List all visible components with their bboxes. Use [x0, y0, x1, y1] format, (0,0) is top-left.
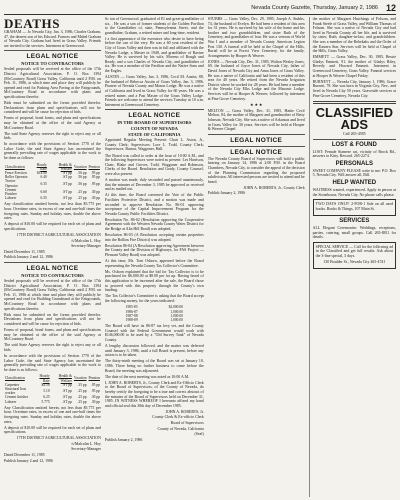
board-state: STATE OF CALIFORNIA: [128, 132, 181, 138]
board-sig-title-2: Board of Supervisors: [170, 420, 204, 425]
notice-1-dated: Dated December 11, 1985: [4, 249, 45, 254]
board-sig-title: County Clerk & Ex-officio Clerk: [152, 415, 204, 420]
table-cell: Cement Finisher: [5, 187, 17, 197]
notice-title-1: NOTICE TO CONTRACTORS: [21, 61, 84, 67]
table-cell: .95 pp: [90, 389, 100, 393]
legal-notice-3-sig: JOHN A. ROBERTS, Jr., County Clerk: [243, 185, 305, 190]
table-cell: .ST pp: [62, 389, 72, 393]
table-cell: .25 pp: [77, 395, 87, 400]
board-body-2: A motion was made, duly seconded and passed unanimously, that the minutes of December 3, 1985 be approved as received and as mailed out.: [104, 178, 204, 192]
service-box-text: SPECIAL SERVICE — Call for the following ad in the Classified and get full results. Ask about the 3-line special, 3 days.: [315, 244, 393, 258]
notice-1-sig-org: 17TH DISTRICT AGRICULTURAL ASSOCIATION: [16, 233, 101, 238]
table-cell: .ST pp: [62, 196, 72, 201]
boxed-ad-text: TWO DAYS ONLY! 2-FOR-1 Sale on all used books. Books & Things, 107 Main St.: [315, 202, 393, 211]
notice-2-sig-title: Secretary-Manager: [71, 447, 101, 452]
board-sig-county: County of Nevada, California: [157, 426, 204, 431]
classified-phone: Call 265-4585: [343, 132, 366, 137]
table-cell: .30 pp: [90, 399, 100, 404]
table-cell: .ST pp: [62, 171, 72, 176]
help-wanted-ad: WAITRESS wanted, experienced. Apply in person at the Stonehouse, Nevada City. No phone calls please.: [312, 188, 396, 197]
table-cell: .56 pp: [77, 181, 87, 186]
column-3: [208, 17, 305, 497]
wage-header: Pension: [88, 164, 100, 169]
deaths-text: GRAHAM — Jo Nevada City, Jan. 3, 1986, Charles Graham, 47, the dearest son of his Edward. Frances and Mabel Graham of Nevada City. Graham had lived in Grass Valley. Friends are invited to the services. Interment at Greenwood.: [4, 30, 101, 48]
table-cell: $4.58: [41, 382, 50, 387]
personals-ad: SWEET COMPANY PLEASE write to me: P.O. Box 5, Nevada City. Will answer all, Bill.: [312, 168, 396, 178]
table-cell: 1,000.00: [170, 309, 183, 314]
notice-1-published: Publish January 2 and 12, 1986: [4, 255, 53, 260]
board-body-6: Resolution 86-04 (A Resolution approving Agreement between the County and the Division of Highways, for FAS Project — Pleasant Valley Road) was adopted.: [104, 243, 204, 257]
notice-1-sig-name: /s/Malcolm L. Hoy: [71, 238, 101, 243]
obituary-emmett: EMMETT — Grass Valley, Dec. 30, 1985, Bessie Gladys Emmett, 91, the mother of Gladys Riley, Beverly and Howard Emmett. Interment in Greenwood Cemetery, Grass Valley. Funeral services at Hooper & Weaver Chapel Friday.: [312, 55, 396, 78]
deaths-text-continued: Sc ion of Greenwood, graduated of El and great-grandfather of six, . He was a son of former students of the Golden Pavilion to the Grandfather of, state, Pennsylvania Street, and the grandfather, Graham, a retired miner and long-time, resident.: [104, 17, 204, 35]
table-cell: 1986-87: [125, 309, 138, 314]
obituary-continued: the mother of Margaret Hutchings of Folsom, and Frank Steele of Grass Valley, and William Thomas of Folsom. She was a native of Nevada City and had lived in Nevada County all her life, and is survived by sister, Ruth, daughter-in-law, and grandchildren. She was a member of the Rebekahs and the Order of the Eastern Star. Services will be held at Chapel of the Hills, Grass Valley.: [312, 17, 396, 54]
table-cell: 1,000.00: [170, 317, 183, 322]
table-cell: .30 pp: [90, 189, 100, 194]
table-cell: .25 pp: [77, 189, 87, 194]
table-cell: 1987-88: [125, 313, 138, 318]
notice-1-sig-title: Secretary-Manager: [71, 244, 101, 249]
table-row: [4, 196, 101, 200]
table-cell: .56 pp: [77, 171, 87, 176]
table-cell: Carpenter: [5, 382, 20, 387]
column-4: [309, 17, 396, 497]
wage-header: Hourly Rate: [39, 374, 50, 383]
board-sig-name: JOHN A. ROBERTS, Jr.: [165, 409, 204, 414]
board-body-8: Ms. Osborn explained that the bid for Tax Collector is to be purchased for $6,000.00 at $8.00 per lot up. Having heard of this application to be increased after the sale, the Board chose to proceed with this property through the County's own funding.: [104, 269, 204, 293]
table-cell: Cement finisher: [5, 395, 29, 400]
board-body-13: The date of the next meeting was noted as 10:00 A.M.: [104, 374, 190, 379]
board-appointment: Appointed Regular Meeting Present: Chair L. Aston, Jr., County Clerk; Supervisors: Lore L. Todd, County Clerk; Supervisors: Burton, Waggoner, Hall.: [104, 138, 204, 152]
contact-address: 130 Boulder St., Nevada City 265-4741: [323, 260, 386, 264]
board-published: Publish January 2, 1986: [104, 437, 143, 442]
notice-2-body-6: Any Classification omitted herein, not less than $5.775 per hour. Overtime rates, in excess of one and one-half times the foregoing rates. Sunday and holiday rates, double the above rates.: [4, 405, 101, 424]
table-cell: Tractor Operator: [5, 179, 18, 188]
table-cell: Laborer: [5, 399, 17, 404]
table-cell: 6.35: [40, 181, 47, 186]
legal-notice-3-text: The Nevada County Board of Supervisors will hold a public hearing on January 14, 1986 at 2:00 P.M. in the Board Chambers, Nevada City, to consider the appeal of the decision of the Planning Commission regarding the proposed subdivision. All interested persons are invited to attend and be heard.: [207, 156, 305, 184]
table-cell: .95 pp: [90, 171, 100, 176]
notice-1-body-4: The said State Agency reserves the right to reject any or all bids.: [4, 131, 101, 141]
notice-1-body-1: Sealed proposals will be received at the office of the 17th District Agricultural Association, P. O. Box 1394 (McCourtney Road) Grass Valley, California until 2 P.M. on Feb. 11, 1986, at which time and place they will publicly be opened and read for Parking Area Paving at the Fairgrounds, McCourtney Road in accordance with plans and specifications therefor.: [4, 67, 101, 99]
legal-notice-heading-4: LEGAL NOTICE: [230, 148, 283, 156]
services-heading: SERVICES: [339, 217, 370, 224]
board-title: IN THE BOARD OF SUPERVISORS: [117, 120, 192, 126]
board-body-5: Resolution 86-03 (A Resolution accepting certain properties into the Rollins Fire District) was adopted.: [104, 233, 204, 242]
table-cell: 1985-85: [125, 305, 138, 310]
obituary-austin: AUSTIN — Grass Valley, Jan. 3, 1986, Cecil M. Austin, 88, the husband of Rebecca Austin of Grass Valley, Jan. 3, 1986, Pioneer of Nevada County and Mason Lodge. He was a native of California and lived in Grass Valley for 60 years. He was a retired miner, and a Past Master of the Grass Valley Lodge. Friends are welcome to attend the services Tuesday at 10 a.m. Interment at Greenwood Cemetery.: [104, 75, 204, 107]
notice-title-2: NOTICE TO CONTRACTORS: [21, 273, 84, 279]
notice-1-body-6: Any classification omitted herein, not less than $5.775 per hour. Overtime rates, in excess of one and one-half times the foregoing rates. Sunday and holiday rates, double the above rates.: [4, 202, 101, 221]
separator-stars: ★ ★ ★: [249, 102, 263, 107]
board-body-3: At this time, the Board convened the Vote of the Public Facilities Protective District, and a motion was made and seconded to approve Resolution No. 86-01 approving acceptance of the Capital Improvement Program for the Nevada County Public Facilities District.: [104, 193, 204, 216]
board-body-9: The Tax Collector's Committee is asking that the Board accept the following money, for the years indicated:: [104, 294, 204, 303]
lost-found-ad: LOST: Female Siamese cat, vicinity of Brock Rd., answers to Kitty. Reward. 265-2274.: [312, 149, 396, 159]
table-cell: .30 pp: [90, 395, 100, 400]
table-cell: 1,000.00: [170, 313, 183, 318]
legal-notice-3-published: Publish January 2, 1986: [207, 191, 246, 196]
table-cell: 6.60: [40, 189, 47, 194]
notice-1-body-3: Forms of proposal, bond forms, and plans and specifications may be obtained at the office of the said Agency at McCourtney Road.: [4, 116, 101, 130]
lost-found-heading: LOST & FOUND: [331, 141, 377, 148]
notice-1-body-7: A deposit of $10.00 will be required for each set of plans and specifications.: [4, 222, 101, 231]
wage-header: Hourly Rate: [36, 162, 47, 171]
table-row: [4, 179, 101, 187]
table-cell: Fence Erection: [5, 171, 27, 176]
table-cell: 5.775: [41, 399, 50, 404]
table-cell: Laborer: [5, 196, 17, 201]
newspaper-page: [4, 2, 396, 498]
obituary-burnett: BURNETT — Nevada City, January 1, 1986, Grace Burnett, 78. She was born in Virginia City, Nev., and lived in Nevada City 50 years. Graveside services at Pine Grove Cemetery, Nevada City.: [312, 79, 396, 98]
table-cell: Structural Iron worker: [5, 386, 27, 396]
board-body-1: The Board was called to order at the hour of 10:00 A.M., and the following Supervisors were noted as present: Les Harrison, Chair; Blake and Groves, Todd, Waggoner and Robinson, Clerks of the Board. Resolution and Grady, County Counsel, were also present.: [104, 153, 204, 176]
board-body-12: The thirty-ninth meeting of the Board was set at January 10, 1986. There being no further business to come before the Board, the meeting was adjourned.: [104, 359, 204, 373]
obituary-melton: MELTON — Grass Valley, Dec. 31, 1985, Hattie Cecil Melton, 84, the mother of Margaret and grandmother of Betty Johnson, Nevada City. She was a native of Arkansas and lived in Grass Valley for 30 years. Services will be held at Hooper & Weaver Chapel.: [207, 108, 305, 132]
table-cell: .ST pp: [62, 399, 72, 404]
table-cell: .95 pp: [90, 382, 100, 387]
notice-2-body-3: Forms of proposal, bond forms, and plans and specifications may be obtained at the office of the said Agency at McCourtney Road.: [4, 327, 101, 342]
table-cell: Roller Operator: [5, 175, 28, 180]
service-box: [313, 242, 396, 269]
notice-2-sig-org: 17TH DISTRICT AGRICULTURAL ASSOCIATION: [16, 436, 101, 441]
notice-1-body-2: Bids must be submitted on the forms provided therefor. Declarations from plans and specifications will not be considered and will be cause for rejection of bids.: [4, 101, 101, 115]
table-cell: .ST pp: [62, 175, 72, 180]
board-body-11: A lengthy discussion followed, and the matter was deferred until January 3, 1986, until a full Board is present, before any action is to be taken.: [104, 344, 204, 358]
table-cell: .35 pp: [77, 382, 87, 387]
wage-table-2: [4, 374, 101, 403]
page-number: 12: [385, 3, 396, 13]
table-cell: $2,000.00: [168, 305, 183, 310]
table-cell: .ST pp: [62, 189, 72, 194]
notice-2-body-1: Sealed proposals will be received at the office of the 17th District Agricultural Association, P. O. Box 1394 (McCourtney Road) Grass Valley, California until 2 P.M. on Feb. 11, 1986 at which time and place they will publicly be opened and read for Building Grandstand at the Fairgrounds, McCourtney Road in accordance with plans and specifications therefor.: [4, 279, 101, 311]
table-cell: .ST pp: [62, 181, 72, 186]
wage-header: Classification: [5, 164, 25, 169]
years-table: [125, 305, 184, 322]
obituary-jones: JONES — Nevada City, Dec. 31, 1985, Walton Wesley Jones, 69, the husband of Joyce Jones of Nevada City, father of David Jones of Nevada City and Anna Jones of Grass Valley. He was a native of California and had been a resident of this area for 40 years. He retired from the Nevada Irrigation District where he worked for 28 years. He had been a member of the Nevada City Elks Lodge and the Masonic Lodge. Services will be at Hooper & Weaver, followed by interment at Pine Grove Cemetery.: [207, 59, 305, 101]
wage-header: Pension: [88, 376, 100, 381]
table-cell: .ST pp: [62, 382, 72, 387]
table-cell: .ST pp: [62, 395, 72, 400]
notice-2-published: Publish January 2 and 12, 1986: [4, 458, 53, 463]
board-body-10: The Board will have its 86-87 tax levy set, and the County Counsel with the Federal Government would work with $146,000.00 to be used by a "Old Survey Tank" of Nevada County.: [104, 324, 204, 342]
table-row: [125, 318, 184, 322]
table-cell: .95 pp: [90, 181, 100, 186]
legal-notice-heading-3: LEGAL NOTICE: [230, 136, 283, 144]
boxed-ad: [313, 199, 396, 216]
board-seal: (Seal): [194, 432, 204, 437]
wage-header: Vacation: [73, 164, 87, 169]
deaths-heading: DEATHS: [4, 17, 61, 31]
page-header: [4, 2, 396, 15]
notice-2-sig-name: /s/Malcolm L. Hoy: [71, 441, 101, 446]
table-cell: .56 pp: [77, 175, 87, 180]
table-cell: .25 pp: [77, 399, 87, 404]
table-cell: $14.88: [36, 171, 47, 176]
wage-header: Health & Welfare: [58, 374, 72, 383]
help-wanted-heading: HELP WANTED: [332, 180, 377, 187]
wage-table-1: [4, 163, 101, 201]
obituary-stubbs: STUBBS — Grass Valley, Dec. 29, 1985, Joseph A. Stubbs, 74, the husband of Evelyn. He had been a resident of this area for 31 years. He is survived by his wife of the home and his brother and two grandchildren, and sister Ruth of the Cemetery, and grandfather of four. He was a veteran of World War I and a member of Nevada County American Legion Post 130. A funeral will be held at the Chapel of the Hills, Burial will be at Forest View Cemetery, for the family. Arrangements by Hooper & Weaver.: [207, 17, 305, 58]
wage-header: Classification: [5, 376, 25, 381]
notice-2-body-7: A deposit of $10.00 will be required for each set of plans and specifications.: [4, 425, 101, 435]
notice-2-body-4: The said State Agency reserves the right to reject any or all bids.: [4, 343, 101, 352]
obituary-text: f a first appearance of the executors who desire to have being before the can of the very. He was a 60 year resident of the City of Grass Valley and then was in full and affiliated with the Nevada Lodge, a Master in 1948, and grandfather of Ravine Valley. He is survived by his wife, Moreno of Rough and Ready, and a son Charles of Nevada City, and grandfather of six. He was a member of the Pavilion and the Native Sons and the Eagles.: [104, 36, 204, 74]
legal-notice-heading-board: LEGAL NOTICE: [128, 112, 181, 120]
notice-1-body-5: In accordance with the provisions of Section 1770 of the Labor Code, the said State Agency has ascertained the generally prevailing rate of wages applicable to the work to be done as follows:: [4, 142, 101, 161]
board-county: COUNTY OF NEVADA: [130, 126, 178, 132]
column-2: [105, 17, 204, 497]
classified-ads-heading: CLASSIFIED ADS: [315, 105, 393, 133]
table-cell: .25 pp: [77, 389, 87, 393]
table-cell: .30 pp: [90, 196, 100, 201]
services-ad: ALL Elegant Ceremonies: Weddings, receptions, parties, catering, small groups. Call 265-8811 for details.: [312, 225, 396, 240]
board-body-14: I, JOHN A. ROBERTS, Jr., County Clerk and Ex-Officio Clerk to the Board of Supervisors, of the County of Nevada, do hereby certify the foregoing to be a true and correct abstract of the minutes of the Board of Supervisors held on December 31, 1985. IN WITNESS WHEREOF I hereunto affixed my hand and official seal this 30th day of December 1985.: [104, 380, 204, 408]
legal-notice-heading-1: LEGAL NOTICE: [26, 53, 79, 61]
table-cell: 5.10: [43, 389, 50, 393]
table-cell: 6.40: [40, 175, 47, 180]
table-cell: .25 pp: [77, 196, 87, 201]
table-row: [4, 188, 101, 196]
table-cell: 6.25: [43, 395, 50, 400]
table-cell: 6.35: [40, 196, 47, 201]
wage-header: Health & Welfare: [58, 162, 72, 171]
table-row: [4, 400, 101, 404]
notice-2-body-2: Bids must be submitted on the forms provided therefor. Deviations from plans and specifications will not be considered and will be cause for rejection of bids.: [4, 312, 101, 326]
board-body-4: Resolution No. 86-02 (Resolution approving the Cooperative Agreement with the Western Nevada County Water District for the Bridge at Alta Hill Road) was adopted.: [104, 217, 204, 231]
notice-2-body-5: In accordance with the provisions of Section 1770 of the Labor Code, the said State Agency has ascertained the generally prevailing rate of wages applicable to the work to be done is as follows:: [4, 353, 101, 372]
column-1: [4, 17, 101, 497]
wage-header: Vacation: [73, 376, 87, 381]
legal-notice-heading-2: LEGAL NOTICE: [26, 265, 79, 273]
header-date: Nevada County Gazette, Thursday, January 2, 1986: [251, 5, 378, 11]
personals-heading: PERSONALS: [335, 160, 373, 167]
table-cell: .95 pp: [90, 175, 100, 180]
board-body-7: At this time, Ms. Toni Osborn, appeared before the Board representing the Nevada County Tax Collector's Committee.: [104, 259, 204, 268]
table-cell: 1988-89: [125, 317, 138, 322]
table-row: [4, 387, 101, 395]
notice-2-dated: Dated December 11, 1985: [4, 453, 45, 458]
